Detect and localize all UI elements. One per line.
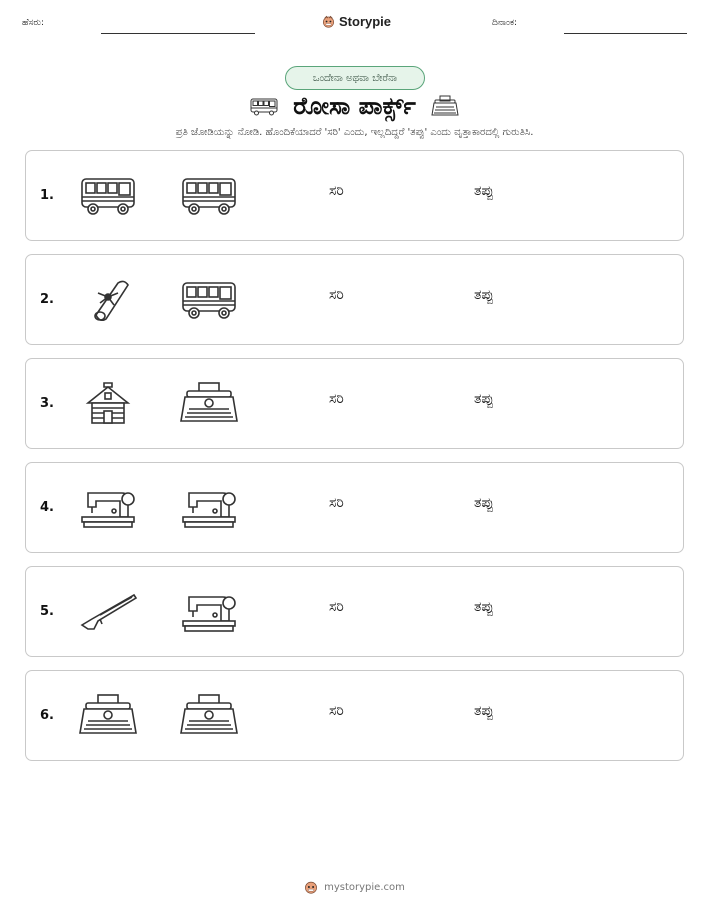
- option-correct[interactable]: ಸರಿ: [329, 599, 344, 615]
- question-card: [25, 254, 684, 345]
- question-card: [25, 150, 684, 241]
- option-correct[interactable]: ಸರಿ: [329, 183, 344, 199]
- question-card: [25, 462, 684, 553]
- bus-icon: [249, 94, 279, 118]
- date-label: ದಿನಾಂಕ:: [492, 18, 518, 28]
- diploma-icon: [78, 277, 138, 321]
- sewing-machine-icon: [78, 485, 138, 529]
- question-number: 4.: [40, 500, 54, 515]
- option-wrong[interactable]: ತಪ್ಪು: [474, 599, 494, 615]
- bus-icon: [179, 277, 239, 321]
- option-wrong[interactable]: ತಪ್ಪು: [474, 183, 494, 199]
- question-number: 5.: [40, 604, 54, 619]
- sewing-machine-icon: [179, 589, 239, 633]
- question-number: 1.: [40, 188, 54, 203]
- footer: [0, 880, 709, 894]
- option-correct[interactable]: ಸರಿ: [329, 287, 344, 303]
- title-row: [0, 92, 709, 120]
- brand-name: Storypie: [339, 14, 392, 29]
- mascot-icon: [304, 880, 318, 894]
- option-correct[interactable]: ಸರಿ: [329, 703, 344, 719]
- option-wrong[interactable]: ತಪ್ಪು: [474, 287, 494, 303]
- option-wrong[interactable]: ತಪ್ಪು: [474, 703, 494, 719]
- question-card: [25, 566, 684, 657]
- typewriter-icon: [78, 693, 138, 737]
- page-title: ರೋಸಾ ಪಾರ್ಕ್ಸ್: [293, 92, 416, 120]
- typewriter-icon: [430, 94, 460, 118]
- question-number: 2.: [40, 292, 54, 307]
- activity-badge: ಒಂದೇನಾ ಅಥವಾ ಬೇರೆನಾ: [285, 66, 425, 90]
- option-wrong[interactable]: ತಪ್ಪು: [474, 391, 494, 407]
- typewriter-icon: [179, 381, 239, 425]
- question-number: 6.: [40, 708, 54, 723]
- date-line[interactable]: [564, 33, 687, 34]
- brand-logo: [322, 14, 391, 29]
- instructions: ಪ್ರತಿ ಜೋಡಿಯನ್ನು ನೋಡಿ. ಹೊಂದಿಕೆಯಾದರೆ 'ಸರಿ' ಎಂದು, ಇಲ್ಲದಿದ್ದರೆ 'ತಪ್ಪು' ಎಂದು ವೃತ್ತಾಕಾರದಲ್ಲಿ ಗುರುತಿಸಿ.: [175, 127, 534, 138]
- footer-site[interactable]: mystorypie.com: [324, 881, 405, 893]
- mascot-icon: [322, 15, 335, 28]
- sewing-machine-icon: [179, 485, 239, 529]
- question-card: [25, 670, 684, 761]
- question-number: 3.: [40, 396, 54, 411]
- option-correct[interactable]: ಸರಿ: [329, 495, 344, 511]
- bus-icon: [179, 173, 239, 217]
- bus-icon: [78, 173, 138, 217]
- option-correct[interactable]: ಸರಿ: [329, 391, 344, 407]
- typewriter-icon: [179, 693, 239, 737]
- name-line[interactable]: [101, 33, 255, 34]
- name-label: ಹೆಸರು:: [22, 18, 45, 28]
- rifle-icon: [78, 589, 138, 633]
- question-card: [25, 358, 684, 449]
- option-wrong[interactable]: ತಪ್ಪು: [474, 495, 494, 511]
- schoolhouse-icon: [78, 381, 138, 425]
